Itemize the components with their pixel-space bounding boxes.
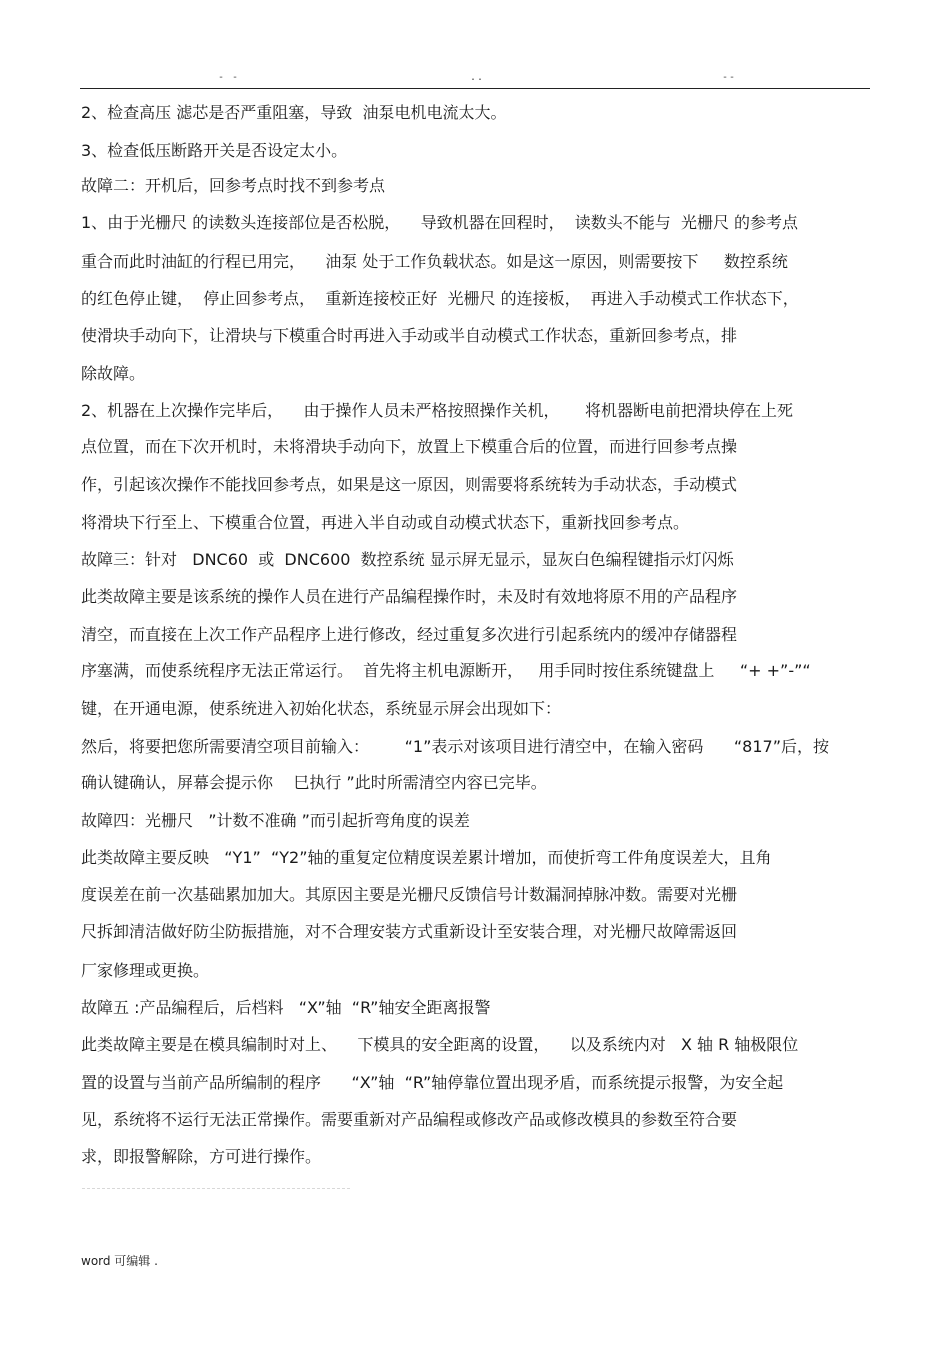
text-line: 键，在开通电源，使系统进入初始化状态，系统显示屏会出现如下： bbox=[81, 699, 562, 718]
text-line: 尺拆卸清洁做好防尘防振措施，对不合理安装方式重新设计至安装合理，对光栅尺故障需返回 bbox=[81, 922, 738, 941]
text-line: 此类故障主要是在模具编制时对上、 下模具的安全距离的设置， 以及系统内对 X 轴 R 轴极限位 bbox=[81, 1035, 799, 1054]
text-line: 3、检查低压断路开关是否设定太小。 bbox=[81, 141, 348, 160]
section-heading: 故障四：光栅尺 ”计数不准确 ”而引起折弯角度的误差 bbox=[81, 811, 470, 830]
text-line: 2、机器在上次操作完毕后， 由于操作人员未严格按照操作关机， 将机器断电前把滑块停在上死 bbox=[81, 401, 793, 420]
text-line: 序塞满，而使系统程序无法正常运行。 首先将主机电源断开， 用手同时按住系统键盘上 “+ +”-”“ bbox=[81, 661, 811, 680]
section-heading: 故障二：开机后，回参考点时找不到参考点 bbox=[81, 176, 386, 195]
text-line: 重合而此时油缸的行程已用完， 油泵 处于工作负载状态。如是这一原因，则需要按下 数控系统 bbox=[81, 252, 788, 271]
header-left-mark: - - bbox=[218, 72, 240, 83]
text-line: 1、由于光栅尺 的读数头连接部位是否松脱， 导致机器在回程时， 读数头不能与 光栅尺 的参考点 bbox=[81, 213, 799, 232]
text-line: 2、检查高压 滤芯是否严重阻塞，导致 油泵电机电流太大。 bbox=[81, 103, 507, 122]
text-line: 此类故障主要是该系统的操作人员在进行产品编程操作时，未及时有效地将原不用的产品程序 bbox=[81, 587, 738, 606]
section-heading: 故障三：针对 DNC60 或 DNC600 数控系统 显示屏无显示，显灰白色编程键指示灯闪烁 bbox=[81, 550, 734, 569]
header-center-mark: .. bbox=[470, 72, 485, 83]
footnote-rule bbox=[82, 1188, 350, 1189]
text-line: 确认键确认，屏幕会提示你 巳执行 ”此时所需清空内容已完毕。 bbox=[81, 773, 547, 792]
text-line: 此类故障主要反映 “Y1” “Y2”轴的重复定位精度误差累计增加，而使折弯工件角度误差大，且角 bbox=[81, 848, 772, 867]
footer-text: word 可编辑 . bbox=[81, 1254, 158, 1268]
text-line: 的红色停止键， 停止回参考点， 重新连接校正好 光栅尺 的连接板， 再进入手动模式工作状态下， bbox=[81, 289, 799, 308]
header-right-mark: -- bbox=[722, 72, 737, 83]
text-line: 求，即报警解除，方可进行操作。 bbox=[81, 1147, 322, 1166]
text-line: 置的设置与当前产品所编制的程序 “X”轴 “R”轴停靠位置出现矛盾，而系统提示报警，为安全起 bbox=[81, 1073, 784, 1092]
text-line: 度误差在前一次基础累加加大。其原因主要是光栅尺反馈信号计数漏洞掉脉冲数。需要对光栅 bbox=[81, 885, 738, 904]
text-line: 除故障。 bbox=[81, 364, 146, 383]
text-line: 清空，而直接在上次工作产品程序上进行修改，经过重复多次进行引起系统内的缓冲存储器程 bbox=[81, 625, 738, 644]
text-line: 见，系统将不运行无法正常操作。需要重新对产品编程或修改产品或修改模具的参数至符合要 bbox=[81, 1110, 738, 1129]
header-rule bbox=[80, 88, 870, 89]
text-line: 然后，将要把您所需要清空项目前输入： “1”表示对该项目进行清空中，在输入密码 “817”后，按 bbox=[81, 737, 829, 756]
section-heading: 故障五 :产品编程后，后档料 “X”轴 “R”轴安全距离报警 bbox=[81, 998, 491, 1017]
text-line: 点位置，而在下次开机时，未将滑块手动向下，放置上下模重合后的位置，而进行回参考点操 bbox=[81, 437, 738, 456]
text-line: 使滑块手动向下，让滑块与下模重合时再进入手动或半自动模式工作状态，重新回参考点，排 bbox=[81, 326, 738, 345]
text-line: 将滑块下行至上、下模重合位置，再进入半自动或自动模式状态下，重新找回参考点。 bbox=[81, 513, 690, 532]
text-line: 作，引起该次操作不能找回参考点，如果是这一原因，则需要将系统转为手动状态，手动模式 bbox=[81, 475, 738, 494]
text-line: 厂家修理或更换。 bbox=[81, 961, 210, 980]
